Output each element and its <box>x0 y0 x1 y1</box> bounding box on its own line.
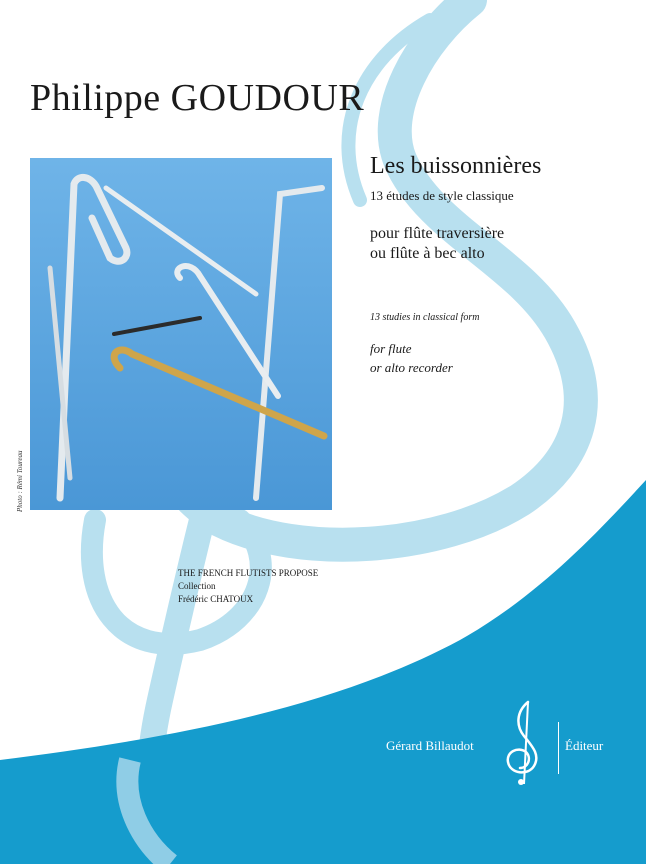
english-subtitle: 13 studies in classical form <box>370 312 480 323</box>
work-title: Les buissonnières <box>370 153 542 179</box>
publisher-role: Éditeur <box>565 738 604 753</box>
collection-label: Collection <box>178 581 216 591</box>
publisher-divider <box>558 722 559 774</box>
work-subtitle: 13 études de style classique <box>370 188 514 203</box>
publisher-name: Gérard Billaudot <box>386 738 474 753</box>
collection-editor: Frédéric CHATOUX <box>178 594 254 604</box>
cover-photo <box>30 158 332 510</box>
photo-credit: Photo : Rémi Toureau <box>16 450 24 512</box>
instrumentation-line-1: pour flûte traversière <box>370 225 505 242</box>
english-instrumentation-line-2: or alto recorder <box>370 360 453 375</box>
collection-series: THE FRENCH FLUTISTS PROPOSE <box>178 568 319 578</box>
instrumentation-line-2: ou flûte à bec alto <box>370 245 485 262</box>
composer-name: Philippe GOUDOUR <box>30 77 365 119</box>
english-instrumentation-line-1: for flute <box>370 341 412 356</box>
treble-clef-logo-icon <box>494 696 554 788</box>
